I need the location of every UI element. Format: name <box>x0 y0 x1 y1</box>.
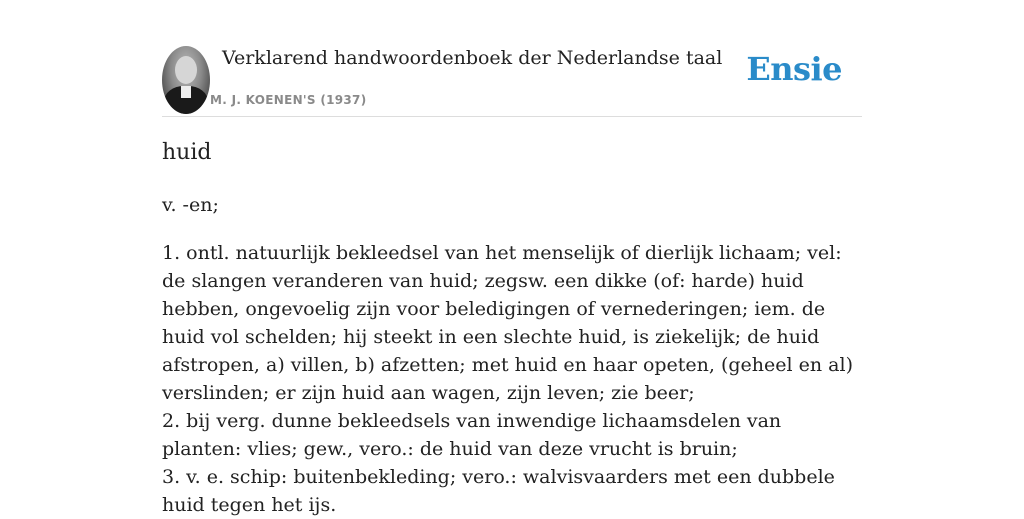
portrait-face <box>175 56 197 84</box>
ensie-logo-link[interactable]: Ensie <box>746 50 842 88</box>
sense-2: 2. bij verg. dunne bekleedsels van inwendige lichaamsdelen van planten: vlies; gew., vero.: de huid van deze vrucht is bruin; <box>162 410 782 460</box>
portrait-collar <box>181 86 191 98</box>
sense-1: 1. ontl. natuurlijk bekleedsel van het menselijk of dierlijk lichaam; vel: de slangen veranderen van huid; zegsw. een dikke (of: harde) huid hebben, ongevoelig zijn voor beledigingen of vernederingen; iem. de huid vol schelden; hij steekt in een slechte huid, is ziekelijk; de huid afstropen, a) villen, b) afzetten; met huid en haar opeten, (geheel en al) verslinden; er zijn huid aan wagen, zijn leven; zie beer; <box>162 242 853 404</box>
book-author: M. J. KOENEN'S (1937) <box>210 93 367 107</box>
author-portrait-icon <box>162 46 210 114</box>
header <box>162 46 862 117</box>
page <box>162 0 862 516</box>
book-title[interactable]: Verklarend handwoordenboek der Nederlandse taal <box>222 47 723 69</box>
sense-3: 3. v. e. schip: buitenbekleding; vero.: walvisvaarders met een dubbele huid tegen het ijs. <box>162 466 835 516</box>
entry-headword: huid <box>162 140 212 165</box>
entry-grammar: v. -en; <box>162 194 219 216</box>
entry-definition <box>162 239 862 519</box>
